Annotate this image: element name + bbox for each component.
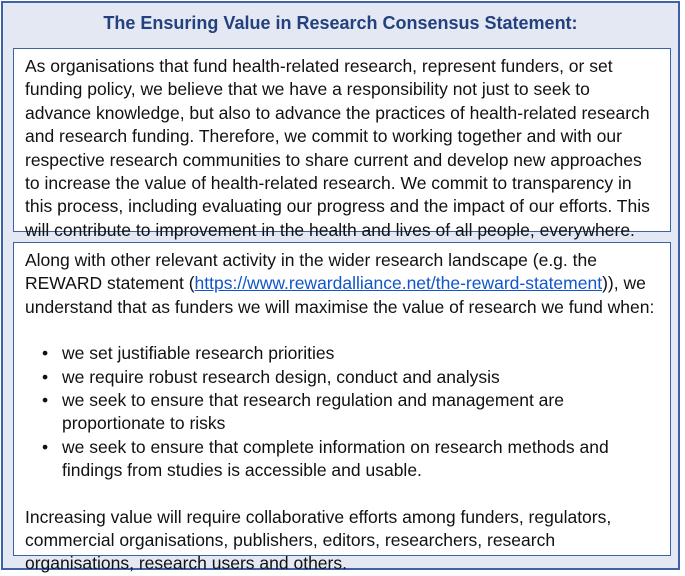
reward-statement-link[interactable]: https://www.rewardalliance.net/the-reward-statement [194, 273, 603, 294]
list-item [42, 366, 660, 389]
list-item-text: we set justifiable research priorities [62, 343, 335, 364]
closing-paragraph: Increasing value will require collaborative efforts among funders, regulators, commercial organisations, publishers, editors, researchers, research organisations, research users and others. [25, 506, 612, 574]
bullet-icon: • [42, 366, 49, 387]
list-item [42, 389, 660, 436]
list-item-text: we seek to ensure that research regulation and management are proportionate to risks [62, 390, 564, 434]
list-item-text: we seek to ensure that complete information on research methods and findings from studies is accessible and usable. [62, 436, 609, 481]
list-item-text: we require robust research design, conduct and analysis [62, 366, 500, 387]
consensus-statement-panel [1, 1, 680, 574]
commitment-paragraph: As organisations that fund health-related research, represent funders, or set funding policy, we believe that we have a responsibility not just to seek to advance knowledge, but also to advance the practices of health-related research and research funding. Therefore, we commit to working together and with our respective research communities to share current and develop new approaches to increase the value of health-related research. We commit to transparency in this process, including evaluating our progress and the impact of our efforts. This will contribute to improvement in the health and lives of all people, everywhere. [25, 56, 650, 240]
bullet-icon: • [42, 436, 49, 457]
intro-text-after-link: )), we understand that as funders we will maximise the value of research we fund when: [25, 273, 655, 317]
commitment-box [13, 48, 671, 240]
statement-title: The Ensuring Value in Research Consensus Statement: [103, 13, 578, 33]
list-item [42, 436, 660, 483]
value-bullet-list [25, 342, 660, 482]
intro-text-before-link: Along with other relevant activity in the wider research landscape (e.g. the REWARD statement ( [25, 250, 597, 294]
list-item [42, 342, 660, 365]
bullet-icon: • [42, 390, 49, 411]
value-box [13, 242, 671, 574]
bullet-icon: • [42, 343, 49, 364]
intro-paragraph [25, 249, 660, 319]
